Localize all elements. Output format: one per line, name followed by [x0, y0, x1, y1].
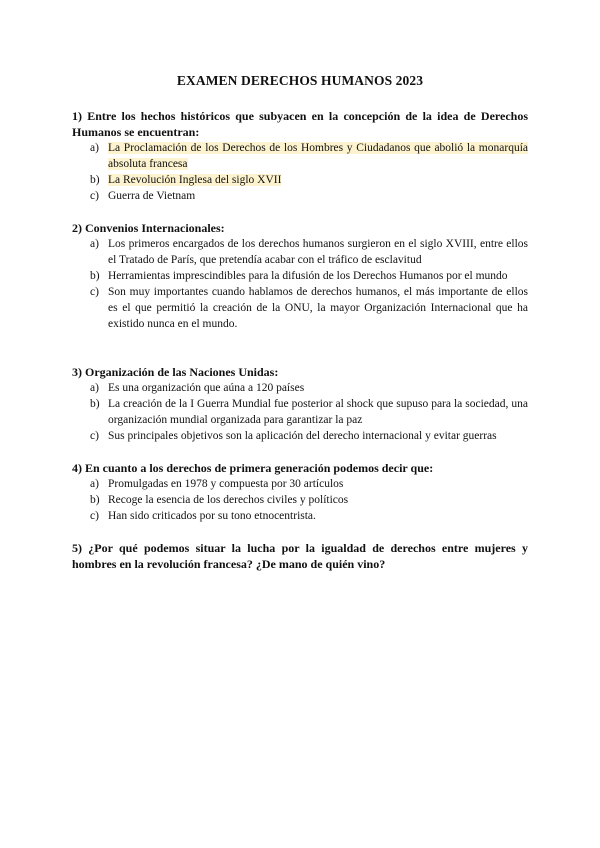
- option-text: Herramientas imprescindibles para la difusión de los Derechos Humanos por el mundo: [108, 270, 508, 282]
- question-5: [72, 540, 528, 572]
- option-letter: b): [90, 494, 100, 506]
- option-text-highlighted: La Proclamación de los Derechos de los Hombres y Ciudadanos que abolió la monarquía absoluta francesa: [108, 142, 528, 170]
- option-a[interactable]: [72, 380, 528, 396]
- option-text: La creación de la I Guerra Mundial fue posterior al shock que supuso para la sociedad, una organización mundial organizada para garantizar la paz: [108, 398, 528, 426]
- option-letter: a): [90, 238, 99, 250]
- question-text: 5) ¿Por qué podemos situar la lucha por la igualdad de derechos entre mujeres y hombres en la revolución francesa? ¿De mano de quién vino?: [72, 541, 528, 571]
- option-b[interactable]: [72, 172, 528, 188]
- option-letter: a): [90, 478, 99, 490]
- question-text: 2) Convenios Internacionales:: [72, 221, 225, 235]
- option-b[interactable]: [72, 492, 528, 508]
- option-text-highlighted: La Revolución Inglesa del siglo XVII: [108, 174, 282, 186]
- option-c[interactable]: [72, 188, 528, 204]
- options-list: [72, 380, 528, 444]
- option-letter: b): [90, 174, 100, 186]
- question-text: 3) Organización de las Naciones Unidas:: [72, 365, 279, 379]
- question-2: [72, 220, 528, 332]
- option-a[interactable]: [72, 476, 528, 492]
- option-letter: c): [90, 190, 99, 202]
- option-a[interactable]: [72, 236, 528, 268]
- option-text: Guerra de Vietnam: [108, 190, 196, 202]
- option-b[interactable]: [72, 268, 528, 284]
- option-text: Recoge la esencia de los derechos civiles y políticos: [108, 494, 349, 506]
- options-list: [72, 140, 528, 204]
- option-text: Los primeros encargados de los derechos humanos surgieron en el siglo XVIII, entre ellos el Tratado de París, que pretendía acabar con el tráfico de esclavitud: [108, 238, 528, 266]
- option-text: Han sido criticados por su tono etnocentrista.: [108, 510, 316, 522]
- option-letter: a): [90, 382, 99, 394]
- option-letter: c): [90, 510, 99, 522]
- question-3: [72, 364, 528, 444]
- page-title: EXAMEN DERECHOS HUMANOS 2023: [176, 73, 424, 88]
- option-text: Promulgadas en 1978 y compuesta por 30 artículos: [108, 478, 344, 490]
- option-letter: c): [90, 430, 99, 442]
- options-list: [72, 236, 528, 332]
- question-4: [72, 460, 528, 524]
- option-letter: b): [90, 270, 100, 282]
- option-text: Sus principales objetivos son la aplicación del derecho internacional y evitar guerras: [108, 430, 497, 442]
- option-letter: a): [90, 142, 99, 154]
- option-text: Es una organización que aúna a 120 países: [108, 382, 305, 394]
- option-c[interactable]: [72, 284, 528, 332]
- option-letter: c): [90, 286, 99, 298]
- option-letter: b): [90, 398, 100, 410]
- option-a[interactable]: [72, 140, 528, 172]
- options-list: [72, 476, 528, 524]
- option-c[interactable]: [72, 508, 528, 524]
- question-1: [72, 108, 528, 204]
- question-text: 1) Entre los hechos históricos que subyacen en la concepción de la idea de Derechos Humanos se encuentran:: [72, 109, 528, 139]
- option-b[interactable]: [72, 396, 528, 428]
- option-c[interactable]: [72, 428, 528, 444]
- option-text: Son muy importantes cuando hablamos de derechos humanos, el más importante de ellos es el que permitió la creación de la ONU, la mayor Organización Internacional que ha existido nunca en el mundo.: [108, 286, 528, 330]
- question-text: 4) En cuanto a los derechos de primera generación podemos decir que:: [72, 461, 434, 475]
